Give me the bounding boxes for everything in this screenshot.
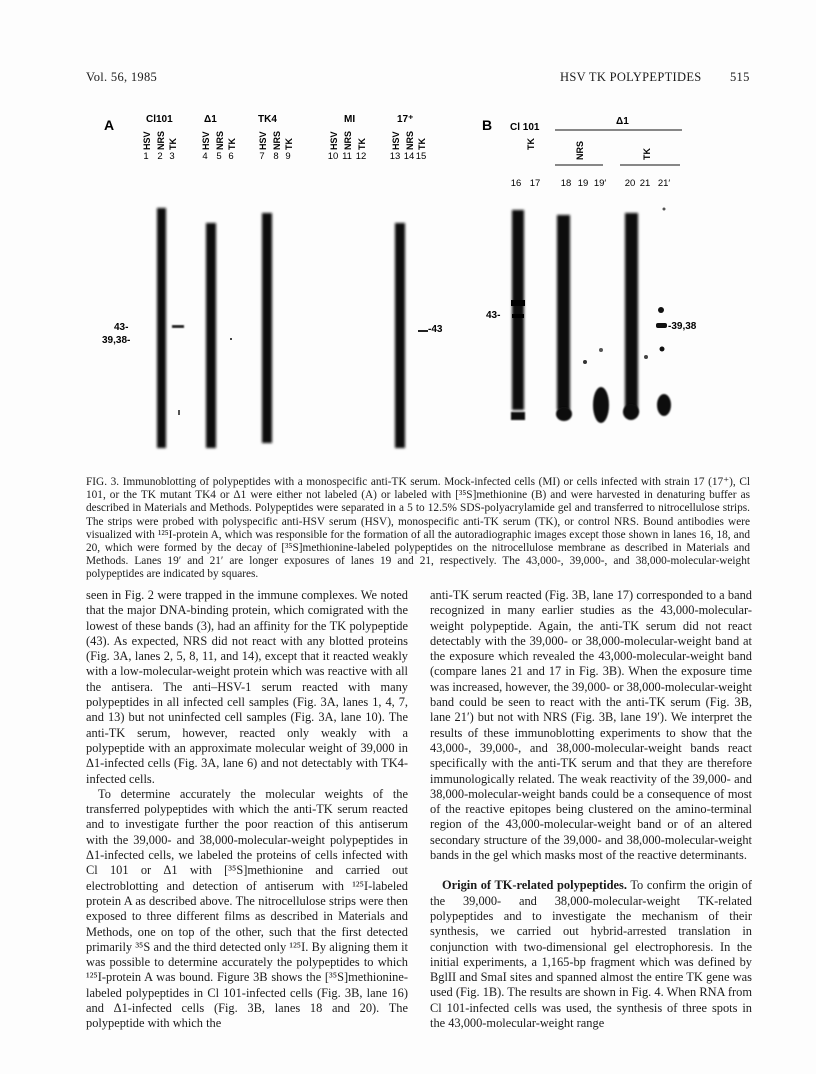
lane-number-16: 16 bbox=[510, 178, 522, 189]
band-lane-16-low bbox=[511, 412, 525, 420]
lane-number-13: 13 bbox=[389, 151, 401, 162]
marker-43-right: -43 bbox=[428, 324, 443, 335]
antiserum-label-lane-12: TK bbox=[357, 138, 367, 150]
blot-panel-b bbox=[511, 208, 671, 424]
band-lane-3 bbox=[172, 325, 184, 328]
antiserum-label-lane-10: HSV bbox=[329, 131, 339, 150]
band-lane-21prime-43 bbox=[658, 307, 664, 313]
origin-heading: Origin of TK-related polypeptides. bbox=[442, 878, 627, 893]
left-column bbox=[86, 588, 408, 1032]
lane-number-7: 7 bbox=[259, 151, 265, 162]
antiserum-label-lane-3: TK bbox=[168, 138, 178, 150]
left-paragraph-1: seen in Fig. 2 were trapped in the immune complexes. We noted that the major DNA-binding protein, which comigrated with the lowest of these bands (3), had an affinity for the TK polypeptide (43). As expected, NRS did not react with any blotted proteins (Fig. 3A, lanes 2, 5, 8, 11, and 14), except that it reacted weakly with a low-molecular-weight protein which was reactive with all the antisera. The anti–HSV-1 serum reacted with many polypeptides in all infected cell samples (Fig. 3A, lanes 1, 4, 7, and 13) but not uninfected cell samples (Fig. 3A, lane 10). The anti-TK serum, however, reacted only weakly with a polypeptide with an approximate molecular weight of 39,000 in Δ1-infected cells (Fig. 3A, lane 6) and not detectably with TK4-infected cells. bbox=[86, 588, 408, 786]
lane-number-6: 6 bbox=[228, 151, 234, 162]
left-paragraph-2: To determine accurately the molecular weights of the transferred polypeptides with which the anti-TK serum reacted and to investigate further the poor reaction of this antiserum with the 39,000- and 38,000-molecular-weight polypeptides in Δ1-infected cells, we labeled the proteins of cells infected with Cl 101 or Δ1 with [³⁵S]methionine and carried out electroblotting and detection of antiserum with ¹²⁵I-labeled protein A as described above. The nitrocellulose strips were then exposed to three different films as described in Materials and Methods, one on top of the other, such that the first detected primarily ³⁵S and the third detected only ¹²⁵I. By aligning them it was possible to determine accurately the polypeptides to which ¹²⁵I-protein A was bound. Figure 3B shows the [³⁵S]methionine-labeled polypeptides in Cl 101-infected cells (Fig. 3B, lane 16) and Δ1-infected cells (Fig. 3B, lanes 18 and 20). The polypeptide with which the bbox=[86, 786, 408, 1031]
group-label-tk4: TK4 bbox=[258, 114, 277, 125]
band-lane-21 bbox=[644, 355, 648, 359]
lane-number-18: 18 bbox=[560, 178, 572, 189]
lane-number-5: 5 bbox=[216, 151, 222, 162]
band-lane-19 bbox=[583, 360, 587, 364]
antiserum-label-lane-15: TK bbox=[417, 138, 427, 150]
antiserum-label-lane-8: NRS bbox=[272, 130, 282, 150]
lane-number-17: 17 bbox=[529, 178, 541, 189]
band-lane-19prime-mid bbox=[599, 348, 603, 352]
band-lane-21prime-mid bbox=[660, 347, 665, 352]
band-lane-21prime-low bbox=[657, 394, 671, 416]
caption-label: FIG. 3. bbox=[86, 476, 120, 488]
antiserum-label-lane-4: HSV bbox=[201, 131, 211, 150]
antiserum-label-lane-7: HSV bbox=[258, 131, 268, 150]
band-lane-16-43 bbox=[511, 300, 525, 306]
caption-text: Immunoblotting of polypeptides with a monospecific anti-TK serum. Mock-infected cells (MI) or cells infected with strain 17 (17⁺), Cl 101, or the TK mutant TK4 or Δ1 were either not labeled (A) or labeled with [³⁵S]methionine (B) and were harvested in denaturing buffer as described in Materials and Methods. Polypeptides were separated in a 5 to 12.5% SDS-polyacrylamide gel and transferred to nitrocellulose strips. The strips were probed with polyspecific anti-HSV serum (HSV), monospecific anti-TK serum (TK), or control NRS. Bound antibodies were visualized with ¹²⁵I-protein A, which was responsible for the formation of all the autoradiographic images except those shown in lanes 16, 18, and 20, which were formed by the decay of [³⁵S]methionine-labeled polypeptides on the nitrocellulose membrane as described in Materials and Methods. Lanes 19′ and 21′ are longer exposures of lanes 19 and 21, respectively. The 43,000-, 39,000-, and 38,000-molecular-weight polypeptides are indicated by squares. bbox=[86, 476, 751, 581]
lane-number-19: 19 bbox=[577, 178, 589, 189]
band-lane-21prime-39 bbox=[656, 323, 667, 328]
band-lane-7 bbox=[262, 213, 272, 443]
band-lane-3-low bbox=[178, 410, 180, 415]
lane-number-21-prime: 21′ bbox=[657, 178, 671, 189]
band-lane-20 bbox=[625, 213, 638, 413]
group-label-b-d1: Δ1 bbox=[616, 116, 629, 127]
group-label-b-cl101: Cl 101 bbox=[510, 122, 540, 133]
antiserum-label-lane-1: HSV bbox=[142, 131, 152, 150]
group-label-d1: Δ1 bbox=[204, 114, 217, 125]
journal-volume: Vol. 56, 1985 bbox=[86, 70, 158, 84]
lane-number-8: 8 bbox=[273, 151, 279, 162]
lane-number-11: 11 bbox=[342, 151, 352, 162]
band-lane-20-low bbox=[623, 404, 639, 420]
origin-text: To confirm the origin of the 39,000- and 38,000-molecular-weight TK-related polypeptides and to investigate the mechanism of their synthesis, we carried out hybrid-arrested translation in conjunction with two-dimensional gel electrophoresis. In the initial experiments, a 1,165-bp fragment which was defined by BglII and SmaI sites and spanned almost the entire TK gene was used (Fig. 1B). The results are shown in Fig. 4. When RNA from Cl 101-infected cells was used, the synthesis of three spots in the 43,000-molecular-weight range bbox=[430, 878, 752, 1031]
lane-number-12: 12 bbox=[355, 151, 367, 162]
band-lane-18 bbox=[557, 215, 570, 410]
band-lane-16-39 bbox=[512, 314, 524, 318]
band-lane-15 bbox=[418, 330, 428, 332]
marker-39-38-b: -39,38 bbox=[668, 321, 697, 332]
antiserum-label-lane-14: NRS bbox=[405, 130, 415, 150]
lane-number-10: 10 bbox=[327, 151, 339, 162]
band-lane-4 bbox=[206, 223, 216, 448]
antiserum-label-lane-6: TK bbox=[227, 138, 237, 150]
page-number: 515 bbox=[730, 70, 750, 84]
antiserum-label-b-2: NRS bbox=[575, 140, 585, 160]
antiserum-label-lane-11: NRS bbox=[343, 130, 353, 150]
origin-paragraph bbox=[430, 878, 752, 1031]
antiserum-label-lane-5: NRS bbox=[215, 130, 225, 150]
running-title: HSV TK POLYPEPTIDES bbox=[560, 70, 702, 84]
band-lane-16 bbox=[512, 210, 524, 410]
panel-b-label: B bbox=[482, 117, 493, 133]
band-lane-21prime-top bbox=[663, 208, 666, 211]
antiserum-label-lane-2: NRS bbox=[156, 130, 166, 150]
marker-43-b: 43- bbox=[486, 310, 501, 321]
band-lane-19prime bbox=[593, 387, 609, 423]
antiserum-label-lane-9: TK bbox=[284, 138, 294, 150]
band-lane-18-low bbox=[556, 407, 572, 421]
lane-number-21: 21 bbox=[639, 178, 651, 189]
group-label-17plus: 17⁺ bbox=[397, 114, 414, 125]
band-lane-6 bbox=[230, 338, 232, 340]
band-lane-1 bbox=[157, 208, 166, 448]
antiserum-label-lane-13: HSV bbox=[391, 131, 401, 150]
marker-39-38-left: 39,38- bbox=[102, 335, 131, 346]
lane-number-19-prime: 19′ bbox=[593, 178, 607, 189]
blot-panel-a bbox=[157, 208, 428, 448]
band-lane-13 bbox=[395, 223, 405, 448]
figure-3-immunoblot bbox=[0, 0, 816, 470]
group-label-cl101: Cl101 bbox=[146, 114, 173, 125]
marker-43-left: 43- bbox=[114, 322, 129, 333]
antiserum-label-b-3: TK bbox=[642, 148, 652, 160]
lane-number-15: 15 bbox=[415, 151, 427, 162]
lane-number-14: 14 bbox=[403, 151, 415, 162]
lane-number-2: 2 bbox=[157, 151, 163, 162]
lane-number-4: 4 bbox=[202, 151, 208, 162]
right-paragraph-1: anti-TK serum reacted (Fig. 3B, lane 17) corresponded to a band recognized in many earlier studies as the 43,000-molecular-weight polypeptide. Again, the anti-TK serum did not react detectably with the 39,000- or 38,000-molecular-weight band at the exposure which revealed the 43,000-molecular-weight band (compare lanes 21 and 17 in Fig. 3B). When the exposure time was increased, however, the 39,000- or 38,000-molecular-weight band could be seen to react with the anti-TK serum (Fig. 3B, lane 21′) but not with NRS (Fig. 3B, lane 19′). We interpret the results of these immunoblotting experiments to show that the 43,000-, 39,000-, and 38,000-molecular-weight bands react specifically with the anti-TK serum and that they are therefore immunologically related. The weak reactivity of the 39,000- and 38,000-molecular-weight bands could be a consequence of most of the reactive epitopes being clustered on the amino-terminal region of the 43,000-molecular-weight band or of an altered secondary structure of the 39,000- and 38,000-molecular-weight bands in the gel which masks most of the reactive determinants. bbox=[430, 588, 752, 863]
group-label-mi: MI bbox=[344, 114, 356, 125]
right-column bbox=[430, 588, 752, 1031]
lane-number-9: 9 bbox=[285, 151, 291, 162]
lane-number-20: 20 bbox=[624, 178, 636, 189]
lane-number-3: 3 bbox=[169, 151, 175, 162]
antiserum-label-b-1: TK bbox=[526, 138, 536, 150]
lane-number-1: 1 bbox=[143, 151, 149, 162]
panel-a-label: A bbox=[104, 117, 115, 133]
figure-caption bbox=[86, 476, 750, 582]
